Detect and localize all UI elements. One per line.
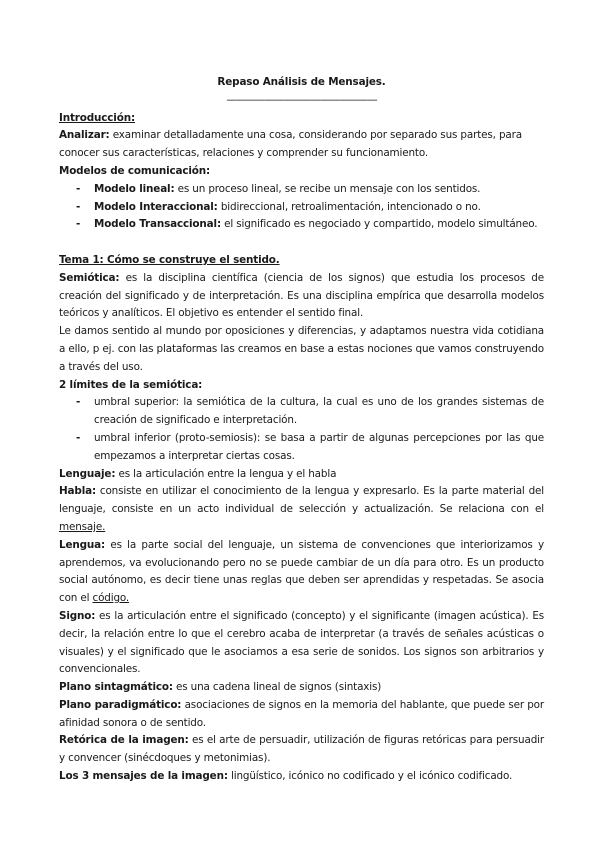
habla-definition: Habla: consiste en utilizar el conocimiento de la lengua y expresarlo. Es la parte material del lenguaje, consiste en un acto individual de selección y actualización. Se relaciona con el mensaje. [59,485,544,533]
document-title: Repaso Análisis de Mensajes. [217,76,386,88]
limites-list [59,394,544,465]
mensajes-definition: Los 3 mensajes de la imagen: lingüístico, icónico no codificado y el icónico codificado. [59,770,513,783]
title-rule: ———————————————— [226,93,377,106]
list-item: - Modelo lineal: es un proceso lineal, se recibe un mensaje con los sentidos. [59,181,544,199]
analizar-definition: Analizar: examinar detalladamente una cosa, considerando por separado sus partes, para conocer sus características, relaciones y comprender su funcionamiento. [59,129,522,160]
lengua-definition: Lengua: es la parte social del lenguaje, un sistema de convenciones que interiorizamos y aprendemos, va evolucionando pero no se puede cambiar de un día para otro. Es un producto social autónomo, es decir tiene unas reglas que deben ser aprendidas y respetadas. Se asocia con el código. [59,538,544,605]
limites-heading: 2 límites de la semiótica: [59,378,203,391]
list-item: - umbral inferior (proto-semiosis): se basa a partir de algunas percepciones por las que empezamos a interpretar ciertas cosas. [59,430,544,466]
section-spacer [59,234,544,252]
retorica-definition: Retórica de la imagen: es el arte de persuadir, utilización de figuras retóricas para persuadir y convencer (sinécdoques y metonimias). [59,734,545,765]
codigo-underlined: código. [92,592,130,605]
intro-heading: Introducción: [59,111,135,124]
mensaje-underlined: mensaje. [59,520,106,533]
list-item: - Modelo Transaccional: el significado es negociado y compartido, modelo simultáneo. [59,216,544,234]
models-list [59,181,544,234]
semiotica-definition: Semiótica: es la disciplina científica (ciencia de los signos) que estudia los procesos de creación del significado y de interpretación. Es una disciplina empírica que desarrolla modelos teóricos y analíticos. El objetivo es entender el sentido final. [59,271,544,320]
signo-definition: Signo: es la articulación entre el significado (concepto) y el significante (imagen acústica). Es decir, la relación entre lo que el cerebro acaba de interpretar (a través de señales acústicas o visuales) y el significado que le asociamos a esa serie de sonidos. Los signos son arbitrarios y convencionales. [59,609,544,676]
models-heading: Modelos de comunicación: [59,164,211,177]
paradigmatico-definition: Plano paradigmático: asociaciones de signos en la memoria del hablante, que puede ser por afinidad sonora o de sentido. [59,698,544,729]
list-item: - Modelo Interaccional: bidireccional, retroalimentación, intencionado o no. [59,199,544,217]
document-body [59,74,544,786]
tema1-heading: Tema 1: Cómo se construye el sentido. [59,253,280,266]
lenguaje-definition: Lenguaje: es la articulación entre la lengua y el habla [59,467,337,480]
sentido-paragraph: Le damos sentido al mundo por oposiciones y diferencias, y adaptamos nuestra vida cotidiana a ello, p ej. con las plataformas las creamos en base a estas nociones que vamos construyendo a través del uso. [59,325,544,373]
list-item: - umbral superior: la semiótica de la cultura, la cual es uno de los grandes sistemas de creación de significado e interpretación. [59,394,544,430]
sintagmatico-definition: Plano sintagmático: es una cadena lineal de signos (sintaxis) [59,681,382,694]
analizar-term: Analizar: [59,129,110,142]
